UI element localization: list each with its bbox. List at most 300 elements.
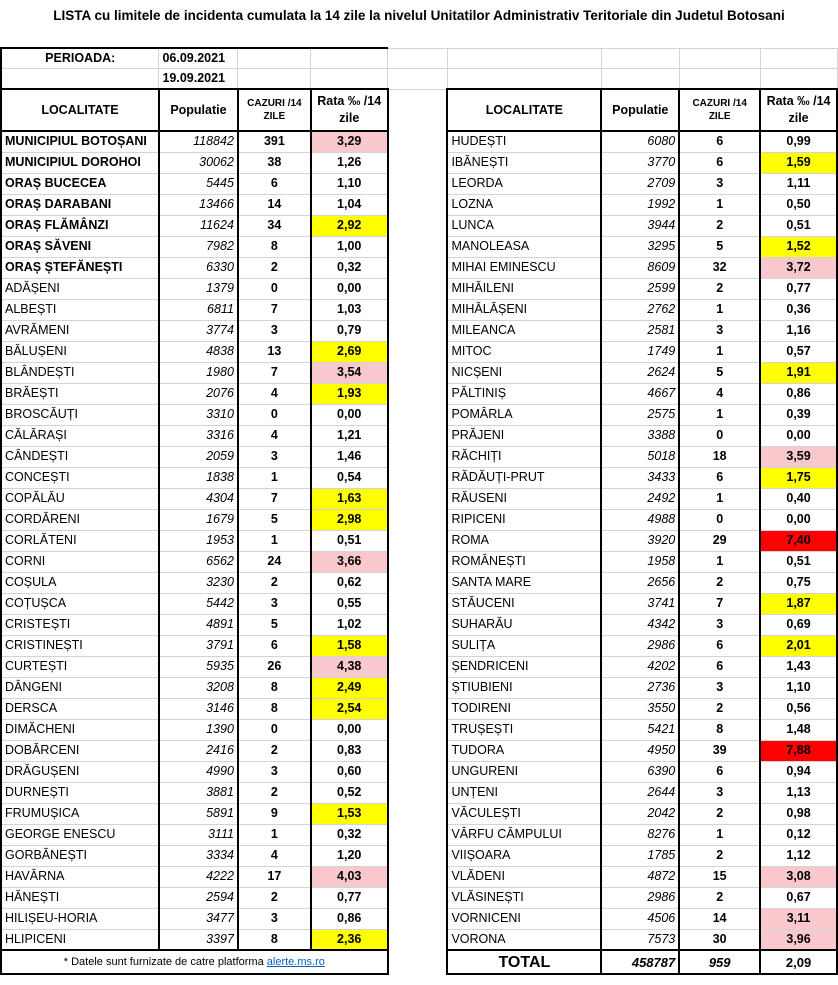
table-row	[1, 614, 837, 635]
rate-value: 0,75	[760, 572, 837, 593]
table-row	[1, 908, 837, 929]
rate-value: 1,04	[311, 194, 388, 215]
header-cases-right: CAZURI /14 ZILE	[679, 89, 760, 131]
cases-value: 2	[679, 698, 760, 719]
locality-name: ADĂȘENI	[1, 278, 159, 299]
cases-value: 8	[238, 677, 311, 698]
population-value: 3433	[601, 467, 679, 488]
locality-name: SULIȚA	[447, 635, 601, 656]
population-value: 7982	[159, 236, 238, 257]
rate-value: 0,56	[760, 698, 837, 719]
rate-value: 0,55	[311, 593, 388, 614]
table-row	[1, 362, 837, 383]
cases-value: 1	[679, 341, 760, 362]
population-value: 4872	[601, 866, 679, 887]
cases-value: 2	[238, 257, 311, 278]
rate-value: 1,87	[760, 593, 837, 614]
cases-value: 6	[679, 467, 760, 488]
population-value: 2575	[601, 404, 679, 425]
rate-value: 3,29	[311, 131, 388, 152]
population-value: 3920	[601, 530, 679, 551]
cases-value: 3	[238, 593, 311, 614]
cases-value: 17	[238, 866, 311, 887]
locality-name: SANTA MARE	[447, 572, 601, 593]
rate-value: 0,40	[760, 488, 837, 509]
table-row	[1, 740, 837, 761]
rate-value: 0,67	[760, 887, 837, 908]
locality-name: AVRĂMENI	[1, 320, 159, 341]
cases-value: 1	[238, 824, 311, 845]
table-row	[1, 131, 837, 152]
header-row	[1, 89, 837, 131]
table-row	[1, 656, 837, 677]
population-value: 4222	[159, 866, 238, 887]
cases-value: 8	[679, 719, 760, 740]
table-row	[1, 341, 837, 362]
rate-value: 1,91	[760, 362, 837, 383]
population-value: 1785	[601, 845, 679, 866]
population-value: 4202	[601, 656, 679, 677]
population-value: 4342	[601, 614, 679, 635]
population-value: 3791	[159, 635, 238, 656]
population-value: 4304	[159, 488, 238, 509]
rate-value: 1,48	[760, 719, 837, 740]
locality-name: VĂCULEȘTI	[447, 803, 601, 824]
locality-name: MUNICIPIUL DOROHOI	[1, 152, 159, 173]
footer-note	[1, 950, 388, 974]
cases-value: 7	[238, 362, 311, 383]
population-value: 3944	[601, 215, 679, 236]
table-row	[1, 635, 837, 656]
cases-value: 2	[238, 782, 311, 803]
locality-name: BĂLUȘENI	[1, 341, 159, 362]
cases-value: 0	[679, 509, 760, 530]
population-value: 1958	[601, 551, 679, 572]
population-value: 2581	[601, 320, 679, 341]
table-row	[1, 698, 837, 719]
table-row	[1, 887, 837, 908]
population-value: 1953	[159, 530, 238, 551]
rate-value: 0,32	[311, 257, 388, 278]
locality-name: RIPICENI	[447, 509, 601, 530]
locality-name: UNGURENI	[447, 761, 601, 782]
locality-name: CONCEȘTI	[1, 467, 159, 488]
locality-name: CORNI	[1, 551, 159, 572]
rate-value: 0,94	[760, 761, 837, 782]
population-value: 2644	[601, 782, 679, 803]
locality-name: ROMÂNEȘTI	[447, 551, 601, 572]
locality-name: STĂUCENI	[447, 593, 601, 614]
locality-name: DIMĂCHENI	[1, 719, 159, 740]
cases-value: 14	[679, 908, 760, 929]
rate-value: 1,59	[760, 152, 837, 173]
locality-name: MANOLEASA	[447, 236, 601, 257]
population-value: 4891	[159, 614, 238, 635]
locality-name: RĂDĂUȚI-PRUT	[447, 467, 601, 488]
table-row	[1, 866, 837, 887]
population-value: 6390	[601, 761, 679, 782]
cases-value: 2	[238, 887, 311, 908]
rate-value: 1,02	[311, 614, 388, 635]
rate-value: 4,38	[311, 656, 388, 677]
cases-value: 9	[238, 803, 311, 824]
cases-value: 6	[679, 131, 760, 152]
locality-name: RĂCHIȚI	[447, 446, 601, 467]
cases-value: 8	[238, 236, 311, 257]
cases-value: 3	[679, 614, 760, 635]
table-row	[1, 194, 837, 215]
population-value: 2416	[159, 740, 238, 761]
rate-value: 0,51	[760, 551, 837, 572]
locality-name: ORAȘ FLĂMÂNZI	[1, 215, 159, 236]
locality-name: ȘTIUBIENI	[447, 677, 601, 698]
rate-value: 1,03	[311, 299, 388, 320]
period-row-end	[1, 69, 837, 90]
population-value: 5445	[159, 173, 238, 194]
locality-name: COPĂLĂU	[1, 488, 159, 509]
rate-value: 1,46	[311, 446, 388, 467]
rate-value: 0,39	[760, 404, 837, 425]
cases-value: 0	[238, 278, 311, 299]
cases-value: 7	[238, 488, 311, 509]
cases-value: 1	[679, 551, 760, 572]
cases-value: 1	[679, 824, 760, 845]
locality-name: MITOC	[447, 341, 601, 362]
table-row	[1, 320, 837, 341]
population-value: 5891	[159, 803, 238, 824]
table-row	[1, 278, 837, 299]
table-row	[1, 509, 837, 530]
header-locality-left: LOCALITATE	[1, 89, 159, 131]
locality-name: TUDORA	[447, 740, 601, 761]
population-value: 2656	[601, 572, 679, 593]
rate-value: 0,50	[760, 194, 837, 215]
rate-value: 2,98	[311, 509, 388, 530]
cases-value: 14	[238, 194, 311, 215]
total-rate: 2,09	[760, 950, 837, 974]
cases-value: 5	[679, 236, 760, 257]
population-value: 3550	[601, 698, 679, 719]
locality-name: ALBEȘTI	[1, 299, 159, 320]
population-value: 2624	[601, 362, 679, 383]
population-value: 3397	[159, 929, 238, 950]
rate-value: 3,72	[760, 257, 837, 278]
table-row	[1, 593, 837, 614]
population-value: 5018	[601, 446, 679, 467]
table-row	[1, 152, 837, 173]
table-row	[1, 677, 837, 698]
population-value: 2076	[159, 383, 238, 404]
rate-value: 3,08	[760, 866, 837, 887]
cases-value: 2	[679, 572, 760, 593]
cases-value: 6	[679, 152, 760, 173]
rate-value: 0,32	[311, 824, 388, 845]
population-value: 4838	[159, 341, 238, 362]
rate-value: 1,11	[760, 173, 837, 194]
cases-value: 13	[238, 341, 311, 362]
period-end: 19.09.2021	[159, 69, 238, 90]
cases-value: 6	[679, 635, 760, 656]
rate-value: 0,00	[760, 425, 837, 446]
locality-name: HILIȘEU-HORIA	[1, 908, 159, 929]
locality-name: DERSCA	[1, 698, 159, 719]
locality-name: CRISTEȘTI	[1, 614, 159, 635]
population-value: 5421	[601, 719, 679, 740]
cases-value: 8	[238, 929, 311, 950]
table-row	[1, 803, 837, 824]
population-value: 1992	[601, 194, 679, 215]
header-locality-right: LOCALITATE	[447, 89, 601, 131]
table-row	[1, 761, 837, 782]
locality-name: GEORGE ENESCU	[1, 824, 159, 845]
rate-value: 1,58	[311, 635, 388, 656]
total-label: TOTAL	[447, 950, 601, 974]
table-row	[1, 383, 837, 404]
cases-value: 6	[238, 173, 311, 194]
cases-value: 1	[238, 467, 311, 488]
population-value: 3230	[159, 572, 238, 593]
table-row	[1, 488, 837, 509]
period-label: PERIOADA:	[1, 48, 159, 69]
rate-value: 1,16	[760, 320, 837, 341]
population-value: 2594	[159, 887, 238, 908]
cases-value: 1	[679, 404, 760, 425]
table-row	[1, 719, 837, 740]
rate-value: 3,66	[311, 551, 388, 572]
rate-value: 0,36	[760, 299, 837, 320]
locality-name: DÂNGENI	[1, 677, 159, 698]
period-row-start	[1, 48, 837, 69]
cases-value: 1	[238, 530, 311, 551]
cases-value: 38	[238, 152, 311, 173]
locality-name: CORDĂRENI	[1, 509, 159, 530]
cases-value: 2	[238, 740, 311, 761]
population-value: 3774	[159, 320, 238, 341]
locality-name: RĂUSENI	[447, 488, 601, 509]
population-value: 4950	[601, 740, 679, 761]
population-value: 2059	[159, 446, 238, 467]
cases-value: 6	[679, 761, 760, 782]
locality-name: ȘENDRICENI	[447, 656, 601, 677]
cases-value: 30	[679, 929, 760, 950]
table-row	[1, 467, 837, 488]
rate-value: 0,83	[311, 740, 388, 761]
locality-name: DURNEȘTI	[1, 782, 159, 803]
rate-value: 1,10	[760, 677, 837, 698]
locality-name: MUNICIPIUL BOTOȘANI	[1, 131, 159, 152]
locality-name: TRUȘEȘTI	[447, 719, 601, 740]
cases-value: 24	[238, 551, 311, 572]
population-value: 3881	[159, 782, 238, 803]
population-value: 1390	[159, 719, 238, 740]
population-value: 3146	[159, 698, 238, 719]
locality-name: LEORDA	[447, 173, 601, 194]
cases-value: 0	[679, 425, 760, 446]
locality-name: LOZNA	[447, 194, 601, 215]
cases-value: 3	[679, 782, 760, 803]
population-value: 8609	[601, 257, 679, 278]
locality-name: MIHĂLĂȘENI	[447, 299, 601, 320]
locality-name: ORAȘ ȘTEFĂNEȘTI	[1, 257, 159, 278]
rate-value: 1,93	[311, 383, 388, 404]
cases-value: 2	[679, 215, 760, 236]
cases-value: 7	[238, 299, 311, 320]
locality-name: GORBĂNEȘTI	[1, 845, 159, 866]
cases-value: 29	[679, 530, 760, 551]
rate-value: 0,69	[760, 614, 837, 635]
rate-value: 1,75	[760, 467, 837, 488]
cases-value: 4	[679, 383, 760, 404]
population-value: 13466	[159, 194, 238, 215]
rate-value: 0,51	[760, 215, 837, 236]
locality-name: MIHĂILENI	[447, 278, 601, 299]
locality-name: FRUMUȘICA	[1, 803, 159, 824]
cases-value: 391	[238, 131, 311, 152]
rate-value: 4,03	[311, 866, 388, 887]
population-value: 4667	[601, 383, 679, 404]
cases-value: 2	[238, 572, 311, 593]
table-row	[1, 236, 837, 257]
rate-value: 1,00	[311, 236, 388, 257]
table-row	[1, 425, 837, 446]
header-cases-left: CAZURI /14 ZILE	[238, 89, 311, 131]
population-value: 4988	[601, 509, 679, 530]
rate-value: 0,51	[311, 530, 388, 551]
total-population: 458787	[601, 950, 679, 974]
locality-name: VÂRFU CÂMPULUI	[447, 824, 601, 845]
cases-value: 1	[679, 299, 760, 320]
locality-name: DOBĂRCENI	[1, 740, 159, 761]
cases-value: 3	[238, 908, 311, 929]
cases-value: 3	[679, 677, 760, 698]
source-link[interactable]: alerte.ms.ro	[266, 955, 325, 968]
population-value: 3334	[159, 845, 238, 866]
locality-name: UNȚENI	[447, 782, 601, 803]
locality-name: ORAȘ DARABANI	[1, 194, 159, 215]
cases-value: 2	[679, 887, 760, 908]
cases-value: 1	[679, 194, 760, 215]
population-value: 1749	[601, 341, 679, 362]
rate-value: 1,53	[311, 803, 388, 824]
population-value: 6811	[159, 299, 238, 320]
cases-value: 1	[679, 488, 760, 509]
footer-row	[1, 950, 837, 974]
table-row	[1, 845, 837, 866]
rate-value: 7,40	[760, 530, 837, 551]
incidence-table	[0, 47, 838, 975]
locality-name: PĂLTINIȘ	[447, 383, 601, 404]
table-row	[1, 572, 837, 593]
cases-value: 6	[679, 656, 760, 677]
population-value: 6080	[601, 131, 679, 152]
locality-name: HĂNEȘTI	[1, 887, 159, 908]
cases-value: 3	[238, 320, 311, 341]
population-value: 1679	[159, 509, 238, 530]
rate-value: 0,00	[760, 509, 837, 530]
population-value: 2736	[601, 677, 679, 698]
population-value: 2986	[601, 635, 679, 656]
rate-value: 0,54	[311, 467, 388, 488]
locality-name: VIIȘOARA	[447, 845, 601, 866]
locality-name: BROSCĂUȚI	[1, 404, 159, 425]
page-title: LISTA cu limitele de incidenta cumulata la 14 zile la nivelul Unitatilor Administrativ Teritoriale din Judetul Botosani	[53, 8, 785, 23]
cases-value: 2	[679, 845, 760, 866]
population-value: 1379	[159, 278, 238, 299]
locality-name: ORAȘ SĂVENI	[1, 236, 159, 257]
population-value: 118842	[159, 131, 238, 152]
locality-name: VORONA	[447, 929, 601, 950]
table-row	[1, 173, 837, 194]
table-row	[1, 404, 837, 425]
locality-name: VORNICENI	[447, 908, 601, 929]
header-population-left: Populatie	[159, 89, 238, 131]
locality-name: PRĂJENI	[447, 425, 601, 446]
rate-value: 1,43	[760, 656, 837, 677]
table-row	[1, 299, 837, 320]
cases-value: 0	[238, 719, 311, 740]
population-value: 7573	[601, 929, 679, 950]
cases-value: 3	[679, 320, 760, 341]
cases-value: 3	[238, 446, 311, 467]
locality-name: VLĂDENI	[447, 866, 601, 887]
locality-name: COȚUȘCA	[1, 593, 159, 614]
cases-value: 3	[679, 173, 760, 194]
population-value: 2492	[601, 488, 679, 509]
locality-name: HLIPICENI	[1, 929, 159, 950]
cases-value: 3	[238, 761, 311, 782]
population-value: 3388	[601, 425, 679, 446]
cases-value: 8	[238, 698, 311, 719]
population-value: 3477	[159, 908, 238, 929]
header-rate-right: Rata ‰ /14 zile	[760, 89, 837, 131]
cases-value: 4	[238, 845, 311, 866]
rate-value: 1,52	[760, 236, 837, 257]
rate-value: 0,57	[760, 341, 837, 362]
locality-name: HAVÂRNA	[1, 866, 159, 887]
locality-name: BRĂEȘTI	[1, 383, 159, 404]
rate-value: 0,00	[311, 404, 388, 425]
period-start: 06.09.2021	[159, 48, 238, 69]
locality-name: CRISTINEȘTI	[1, 635, 159, 656]
locality-name: IBĂNEȘTI	[447, 152, 601, 173]
rate-value: 0,77	[760, 278, 837, 299]
rate-value: 2,36	[311, 929, 388, 950]
population-value: 8276	[601, 824, 679, 845]
total-cases: 959	[679, 950, 760, 974]
locality-name: SUHARĂU	[447, 614, 601, 635]
rate-value: 1,63	[311, 488, 388, 509]
rate-value: 1,12	[760, 845, 837, 866]
population-value: 5442	[159, 593, 238, 614]
population-value: 3316	[159, 425, 238, 446]
rate-value: 7,88	[760, 740, 837, 761]
rate-value: 0,52	[311, 782, 388, 803]
cases-value: 2	[679, 278, 760, 299]
locality-name: CĂLĂRAȘI	[1, 425, 159, 446]
rate-value: 3,59	[760, 446, 837, 467]
table-row	[1, 824, 837, 845]
locality-name: HUDEȘTI	[447, 131, 601, 152]
cases-value: 7	[679, 593, 760, 614]
cases-value: 5	[679, 362, 760, 383]
cases-value: 5	[238, 614, 311, 635]
population-value: 6330	[159, 257, 238, 278]
rate-value: 3,54	[311, 362, 388, 383]
locality-name: VLĂSINEȘTI	[447, 887, 601, 908]
rate-value: 0,12	[760, 824, 837, 845]
cases-value: 2	[679, 803, 760, 824]
locality-name: MILEANCA	[447, 320, 601, 341]
